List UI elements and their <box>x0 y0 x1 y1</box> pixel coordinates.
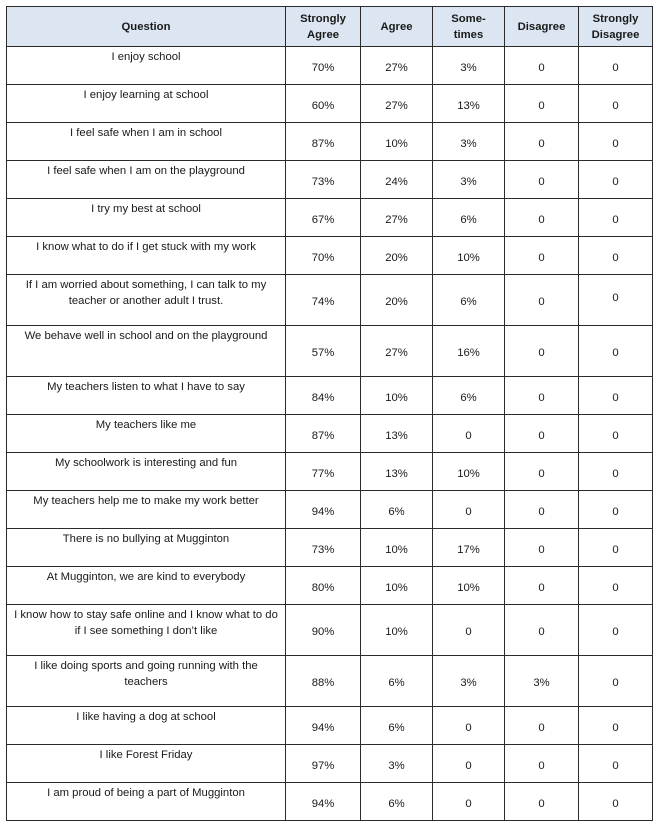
strongly-disagree-cell: 0 <box>579 123 653 161</box>
sometimes-cell: 10% <box>433 237 505 275</box>
strongly-disagree-cell: 0 <box>579 85 653 123</box>
disagree-cell: 0 <box>505 453 579 491</box>
header-strongly-disagree-line2: Disagree <box>591 29 640 41</box>
strongly-disagree-cell: 0 <box>579 605 653 656</box>
survey-table-container <box>6 6 653 821</box>
strongly-disagree-cell: 0 <box>579 161 653 199</box>
header-strongly-agree-line1: Strongly <box>300 13 346 25</box>
header-row <box>7 7 653 47</box>
sometimes-cell: 0 <box>433 707 505 745</box>
strongly-disagree-cell: 0 <box>579 326 653 377</box>
agree-cell: 10% <box>361 605 433 656</box>
sometimes-cell: 6% <box>433 377 505 415</box>
strongly-agree-cell: 80% <box>286 567 361 605</box>
header-sometimes <box>433 7 505 47</box>
agree-cell: 10% <box>361 529 433 567</box>
disagree-cell: 0 <box>505 275 579 326</box>
strongly-disagree-cell: 0 <box>579 199 653 237</box>
question-cell: I like Forest Friday <box>7 745 286 783</box>
strongly-agree-cell: 77% <box>286 453 361 491</box>
header-agree: Agree <box>361 7 433 47</box>
header-strongly-agree-line2: Agree <box>306 29 340 41</box>
strongly-disagree-cell: 0 <box>579 529 653 567</box>
sometimes-cell: 16% <box>433 326 505 377</box>
agree-cell: 6% <box>361 783 433 821</box>
table-row <box>7 377 653 415</box>
strongly-agree-cell: 67% <box>286 199 361 237</box>
sometimes-cell: 3% <box>433 656 505 707</box>
table-row <box>7 326 653 377</box>
table-row <box>7 275 653 326</box>
sometimes-cell: 3% <box>433 123 505 161</box>
sometimes-cell: 3% <box>433 161 505 199</box>
agree-cell: 27% <box>361 326 433 377</box>
agree-cell: 27% <box>361 199 433 237</box>
strongly-disagree-cell: 0 <box>579 567 653 605</box>
agree-cell: 10% <box>361 377 433 415</box>
strongly-agree-cell: 94% <box>286 707 361 745</box>
table-row <box>7 707 653 745</box>
question-cell: We behave well in school and on the playground <box>7 326 286 377</box>
question-cell: My teachers like me <box>7 415 286 453</box>
disagree-cell: 0 <box>505 415 579 453</box>
table-row <box>7 453 653 491</box>
table-row <box>7 491 653 529</box>
strongly-agree-cell: 87% <box>286 415 361 453</box>
strongly-agree-cell: 70% <box>286 237 361 275</box>
agree-cell: 20% <box>361 237 433 275</box>
table-row <box>7 529 653 567</box>
strongly-agree-cell: 97% <box>286 745 361 783</box>
disagree-cell: 0 <box>505 377 579 415</box>
question-cell: There is no bullying at Mugginton <box>7 529 286 567</box>
disagree-cell: 0 <box>505 707 579 745</box>
header-question: Question <box>7 7 286 47</box>
question-cell: I feel safe when I am on the playground <box>7 161 286 199</box>
header-strongly-disagree <box>579 7 653 47</box>
disagree-cell: 0 <box>505 199 579 237</box>
disagree-cell: 0 <box>505 123 579 161</box>
disagree-cell: 0 <box>505 783 579 821</box>
agree-cell: 20% <box>361 275 433 326</box>
disagree-cell: 0 <box>505 326 579 377</box>
sometimes-cell: 0 <box>433 783 505 821</box>
header-disagree: Disagree <box>505 7 579 47</box>
sometimes-cell: 6% <box>433 199 505 237</box>
header-sometimes-line2: times <box>453 29 484 41</box>
strongly-agree-cell: 88% <box>286 656 361 707</box>
question-cell: I know how to stay safe online and I know what to do if I see something I don’t like <box>7 605 286 656</box>
table-row <box>7 123 653 161</box>
question-cell: My teachers help me to make my work better <box>7 491 286 529</box>
question-cell: I like having a dog at school <box>7 707 286 745</box>
strongly-agree-cell: 73% <box>286 161 361 199</box>
table-row <box>7 567 653 605</box>
strongly-disagree-cell: 0 <box>579 237 653 275</box>
sometimes-cell: 0 <box>433 491 505 529</box>
header-sometimes-line1: Some- <box>451 13 486 25</box>
agree-cell: 13% <box>361 415 433 453</box>
sometimes-cell: 0 <box>433 415 505 453</box>
strongly-agree-cell: 57% <box>286 326 361 377</box>
strongly-agree-cell: 60% <box>286 85 361 123</box>
agree-cell: 13% <box>361 453 433 491</box>
survey-results-table <box>6 6 653 821</box>
strongly-disagree-cell: 0 <box>579 491 653 529</box>
question-cell: I enjoy learning at school <box>7 85 286 123</box>
disagree-cell: 0 <box>505 605 579 656</box>
strongly-disagree-cell: 0 <box>579 275 653 326</box>
agree-cell: 24% <box>361 161 433 199</box>
sometimes-cell: 17% <box>433 529 505 567</box>
agree-cell: 6% <box>361 491 433 529</box>
agree-cell: 6% <box>361 707 433 745</box>
sometimes-cell: 13% <box>433 85 505 123</box>
sometimes-cell: 10% <box>433 453 505 491</box>
strongly-agree-cell: 73% <box>286 529 361 567</box>
agree-cell: 10% <box>361 567 433 605</box>
disagree-cell: 0 <box>505 161 579 199</box>
question-cell: If I am worried about something, I can talk to my teacher or another adult I trust. <box>7 275 286 326</box>
agree-cell: 10% <box>361 123 433 161</box>
table-row <box>7 47 653 85</box>
disagree-cell: 0 <box>505 567 579 605</box>
disagree-cell: 0 <box>505 47 579 85</box>
strongly-disagree-cell: 0 <box>579 745 653 783</box>
question-cell: I know what to do if I get stuck with my work <box>7 237 286 275</box>
sometimes-cell: 10% <box>433 567 505 605</box>
sometimes-cell: 3% <box>433 47 505 85</box>
table-row <box>7 415 653 453</box>
table-row <box>7 745 653 783</box>
strongly-agree-cell: 94% <box>286 783 361 821</box>
strongly-agree-cell: 90% <box>286 605 361 656</box>
table-row <box>7 237 653 275</box>
question-cell: I am proud of being a part of Mugginton <box>7 783 286 821</box>
table-row <box>7 161 653 199</box>
strongly-disagree-cell: 0 <box>579 415 653 453</box>
header-strongly-disagree-line1: Strongly <box>592 13 639 25</box>
table-row <box>7 199 653 237</box>
strongly-disagree-cell: 0 <box>579 47 653 85</box>
question-cell: I feel safe when I am in school <box>7 123 286 161</box>
table-row <box>7 656 653 707</box>
question-cell: I like doing sports and going running with the teachers <box>7 656 286 707</box>
sometimes-cell: 6% <box>433 275 505 326</box>
strongly-disagree-cell: 0 <box>579 453 653 491</box>
strongly-agree-cell: 74% <box>286 275 361 326</box>
sometimes-cell: 0 <box>433 605 505 656</box>
question-cell: My teachers listen to what I have to say <box>7 377 286 415</box>
table-row <box>7 783 653 821</box>
header-strongly-agree <box>286 7 361 47</box>
strongly-disagree-cell: 0 <box>579 656 653 707</box>
strongly-disagree-cell: 0 <box>579 707 653 745</box>
strongly-agree-cell: 94% <box>286 491 361 529</box>
agree-cell: 27% <box>361 85 433 123</box>
disagree-cell: 0 <box>505 491 579 529</box>
strongly-agree-cell: 70% <box>286 47 361 85</box>
question-cell: My schoolwork is interesting and fun <box>7 453 286 491</box>
table-row <box>7 605 653 656</box>
sometimes-cell: 0 <box>433 745 505 783</box>
agree-cell: 3% <box>361 745 433 783</box>
question-cell: At Mugginton, we are kind to everybody <box>7 567 286 605</box>
disagree-cell: 0 <box>505 529 579 567</box>
disagree-cell: 3% <box>505 656 579 707</box>
disagree-cell: 0 <box>505 85 579 123</box>
agree-cell: 6% <box>361 656 433 707</box>
question-cell: I try my best at school <box>7 199 286 237</box>
strongly-disagree-cell: 0 <box>579 377 653 415</box>
strongly-disagree-cell: 0 <box>579 783 653 821</box>
question-cell: I enjoy school <box>7 47 286 85</box>
agree-cell: 27% <box>361 47 433 85</box>
disagree-cell: 0 <box>505 237 579 275</box>
strongly-agree-cell: 84% <box>286 377 361 415</box>
strongly-agree-cell: 87% <box>286 123 361 161</box>
table-row <box>7 85 653 123</box>
disagree-cell: 0 <box>505 745 579 783</box>
